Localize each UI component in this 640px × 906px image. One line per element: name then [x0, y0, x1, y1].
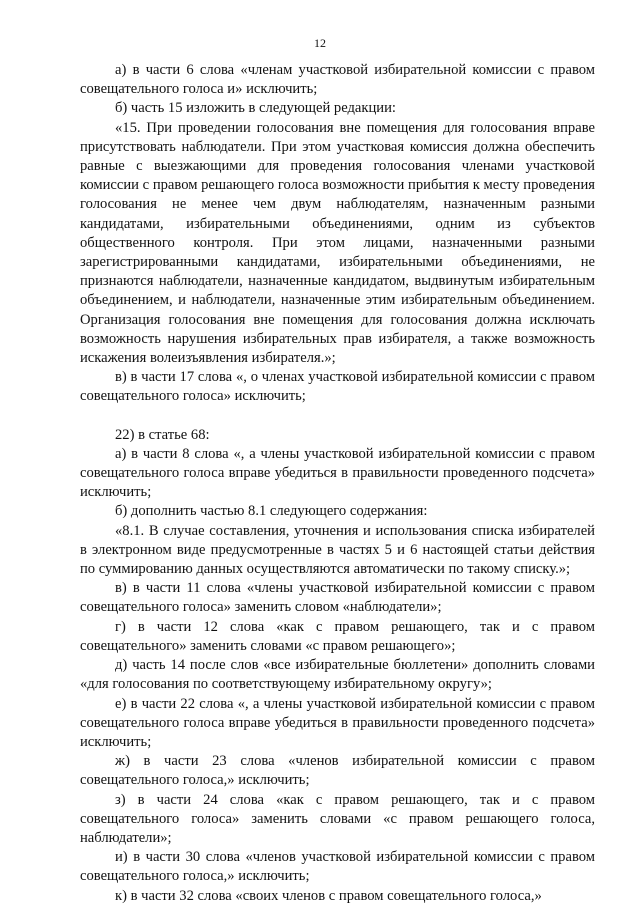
paragraph: а) в части 8 слова «, а члены участковой избирательной комиссии с правом совещательного голоса вправе убедиться в правильности проведенного подсчета» исключить; [80, 445, 595, 501]
section-heading: 22) в статье 68: [115, 426, 210, 443]
paragraph: а) в части 6 слова «членам участковой избирательной комиссии с правом совещательного голоса и» исключить; [80, 62, 595, 98]
paragraph: ж) в части 23 слова «членов избирательной комиссии с правом совещательного голоса,» исключить; [80, 753, 595, 789]
paragraph: в) в части 17 слова «, о членах участковой избирательной комиссии с правом совещательного голоса» исключить; [80, 369, 595, 405]
paragraph: и) в части 30 слова «членов участковой избирательной комиссии с правом совещательного голоса,» исключить; [80, 849, 595, 885]
paragraph: г) в части 12 слова «как с правом решающего, так и с правом совещательного» заменить словами «с правом решающего»; [80, 618, 595, 654]
paragraph: «8.1. В случае составления, уточнения и использования списка избирателей в электронном виде предусмотренные в частях 5 и 6 настоящей статьи действия по суммированию данных осуществляются автоматически по такому списку.»; [80, 522, 595, 578]
paragraph: «15. При проведении голосования вне помещения для голосования вправе присутствовать наблюдатели. При этом участковая комиссия должна обеспечить равные с выезжающими для проведения голосования членами участковой комиссии с правом решающего голоса возможности прибытия к месту проведения голосования не менее чем двум наблюдателям, назначенным разными кандидатами, избирательными объединениями, одним из субъектов общественного контроля. При этом лицами, назначенными разными зарегистрированными кандидатами, избирательными объединениями, не признаются наблюдатели, назначенные кандидатом, выдвинутым избирательным объединением, и наблюдатели, назначенные этим избирательным объединением. Организация голосования вне помещения для голосования должна исключать возможность нарушения избирательных прав избирателя, а также возможность искажения волеизъявления избирателя.»; [80, 119, 595, 367]
paragraph-spacer [80, 407, 595, 426]
paragraph: д) часть 14 после слов «все избирательные бюллетени» дополнить словами «для голосования по соответствующему избирательному округу»; [80, 657, 595, 693]
document-body [80, 61, 595, 906]
paragraph: б) дополнить частью 8.1 следующего содержания: [115, 503, 428, 520]
paragraph: з) в части 24 слова «как с правом решающего, так и с правом совещательного голоса» заменить словами «с правом решающего голоса, наблюдатели»; [80, 791, 595, 846]
page-number: 12 [314, 36, 326, 50]
paragraph: в) в части 11 слова «члены участковой избирательной комиссии с правом совещательного голоса» заменить словом «наблюдатели»; [80, 580, 595, 616]
paragraph: к) в части 32 слова «своих членов с правом совещательного голоса,» [115, 887, 542, 904]
paragraph: е) в части 22 слова «, а члены участковой избирательной комиссии с правом совещательного голоса вправе убедиться в правильности проведенного подсчета» исключить; [80, 695, 595, 750]
paragraph: б) часть 15 изложить в следующей редакции: [115, 100, 396, 117]
